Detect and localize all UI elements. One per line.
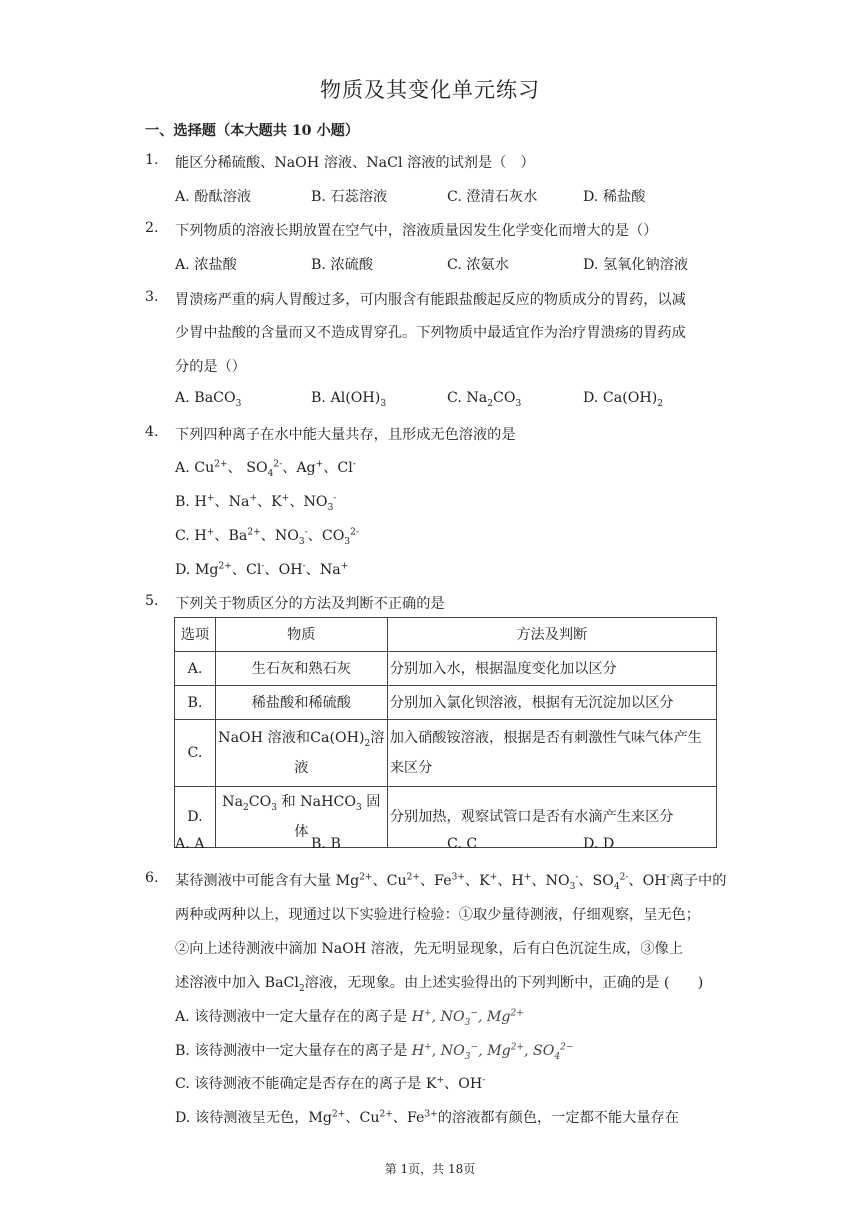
question-text-part: 述溶液中加入: [175, 975, 261, 991]
substance-text: 溶: [370, 730, 385, 746]
table-cell-method: 分别加入氯化钡溶液，根据有无沉淀加以区分: [387, 686, 716, 720]
formula: H+, $NO_3^-$, $Mg^{2+}$: [411, 1008, 524, 1028]
option-d: D. 稀盐酸: [583, 189, 646, 205]
question-text: 下列关于物质区分的方法及判断不正确的是: [175, 596, 445, 612]
page-title: 物质及其变化单元练习: [320, 78, 540, 102]
substance-text: 和: [281, 794, 296, 810]
question-text-part: 离子中的: [669, 873, 727, 889]
table-cell-substance: NaOH 溶液和$Ca(OH)_2$溶 液: [215, 720, 387, 787]
option-d: D. D: [583, 836, 615, 852]
option-a: A. $Cu^{2+}$、 $SO_4^{2-}$、Ag+、Cl-: [175, 459, 356, 479]
substance-text: 液: [294, 760, 309, 776]
option-c: C. H+、$Ba^{2+}$、$NO_3^-$、$CO_3^{2-}$: [175, 527, 359, 547]
table-cell-method: 分别加入水，根据温度变化加以区分: [387, 652, 716, 686]
question-text-part: 溶液，无现象。由上述实验得出的下列判断中，正确的是 ( ): [304, 975, 704, 991]
option-a: A. 浓盐酸: [175, 257, 237, 273]
section-title: 一、选择题（本大题共 10 小题）: [145, 123, 360, 139]
option-c: C. $Na_2CO_3$: [447, 390, 522, 409]
option-text: D. 该待测液呈无色，: [175, 1110, 309, 1126]
method-text: 加入硝酸铵溶液，根据是否有刺激性气味气体产生: [389, 730, 702, 746]
table-cell-option: B.: [175, 686, 216, 720]
table-cell-option: C.: [175, 720, 216, 787]
option-a: A. BaCO$_3$: [175, 390, 242, 409]
formula: H+, $NO_3^-$, $Mg^{2+}$, $SO_4^{2-}$: [411, 1042, 574, 1062]
table-row: [175, 787, 717, 848]
option-b: B. 石蕊溶液: [311, 189, 388, 205]
question-number: 1.: [145, 152, 159, 168]
table-cell-substance: 稀盐酸和稀硫酸: [215, 686, 387, 720]
option-c: C. 浓氨水: [447, 257, 509, 273]
option-d: D. 该待测液呈无色，$Mg^{2+}$、$Cu^{2+}$、$Fe^{3+}$的溶液都有颜色，一定都不能大量存在: [175, 1109, 679, 1126]
option-a: [175, 1006, 524, 1026]
method-text: 来区分: [389, 760, 433, 776]
table-cell-substance: $Na_2CO_3$ 和 NaHCO$_3$ 固体: [215, 787, 387, 848]
question-text: 下列四种离子在水中能大量共存，且形成无色溶液的是: [175, 427, 516, 443]
table-row: [175, 686, 717, 720]
question-text: 述溶液中加入 BaCl$_2$溶液，无现象。由上述实验得出的下列判断中，正确的是 ( ): [175, 975, 704, 994]
option-b: [175, 1040, 573, 1060]
option-a: A. 酚酞溶液: [175, 189, 252, 205]
option-d: D. 氢氧化钠溶液: [583, 257, 689, 273]
option-c: C. 澄清石灰水: [447, 189, 538, 205]
table-header: 选项: [175, 618, 216, 652]
table-header: 物质: [215, 618, 387, 652]
question-text: 能区分稀硫酸、NaOH 溶液、NaCl 溶液的试剂是（ ）: [175, 155, 535, 171]
option-a: A. A: [175, 836, 205, 852]
question-text: 两种或两种以上，现通过以下实验进行检验：①取少量待测液，仔细观察，呈无色；: [175, 907, 700, 923]
question-text: ②向上述待测液中滴加 NaOH 溶液，先无明显现象，后有白色沉淀生成，③像上: [175, 941, 683, 957]
option-text: B. 该待测液中一定大量存在的离子是: [175, 1043, 408, 1059]
option-b: B. B: [311, 836, 341, 852]
question-number: 6.: [145, 870, 159, 886]
question-text: 胃溃疡严重的病人胃酸过多，可内服含有能跟盐酸起反应的物质成分的胃药，以减: [175, 292, 686, 308]
option-d: D. $Ca(OH)_2$: [583, 390, 664, 409]
question-text: 下列物质的溶液长期放置在空气中，溶液质量因发生化学变化而增大的是（）: [175, 223, 658, 239]
question-text: 某待测液中可能含有大量 $Mg^{2+}$、$Cu^{2+}$、$Fe^{3+}$、K+、H+、$NO_3^-$、$SO_4^{2-}$、OH-离子中的: [175, 872, 727, 892]
option-c: C. 该待测液不能确定是否存在的离子是 K+、OH-: [175, 1075, 486, 1092]
table-cell-substance: 生石灰和熟石灰: [215, 652, 387, 686]
substance-text: 固体: [294, 794, 381, 840]
question-number: 4.: [145, 424, 159, 440]
option-b: B. 浓硫酸: [311, 257, 374, 273]
question-number: 3.: [145, 289, 159, 305]
table-cell-method: [387, 720, 716, 787]
question-number: 5.: [145, 593, 159, 609]
comparison-table: [174, 617, 717, 848]
table-row: [175, 720, 717, 787]
table-cell-option: A.: [175, 652, 216, 686]
table-header: 方法及判断: [387, 618, 716, 652]
question-text: 少胃中盐酸的含量而又不造成胃穿孔。下列物质中最适宜作为治疗胃溃疡的胃药成: [175, 325, 686, 341]
option-b: B. H+、Na+、K+、$NO_3^-$: [175, 493, 337, 513]
table-cell-method: 分别加热，观察试管口是否有水滴产生来区分: [387, 787, 716, 848]
question-text-part: 某待测液中可能含有大量: [175, 873, 332, 889]
option-d: D. $Mg^{2+}$、Cl-、OH-、Na+: [175, 561, 349, 578]
substance-text: 溶液和: [267, 730, 311, 746]
option-text: 的溶液都有颜色，一定都不能大量存在: [437, 1110, 679, 1126]
option-c: C. C: [447, 836, 478, 852]
table-row: [175, 652, 717, 686]
page-footer: 第 1页，共 18页: [384, 1162, 476, 1176]
option-b: B. $Al(OH)_3$: [311, 390, 387, 409]
table-header-row: [175, 618, 717, 652]
question-number: 2.: [145, 220, 159, 236]
table-cell-option: D.: [175, 787, 216, 848]
option-text: A. 该待测液中一定大量存在的离子是: [175, 1009, 408, 1025]
option-text: C. 该待测液不能确定是否存在的离子是: [175, 1076, 422, 1092]
question-text: 分的是（）: [175, 359, 246, 375]
